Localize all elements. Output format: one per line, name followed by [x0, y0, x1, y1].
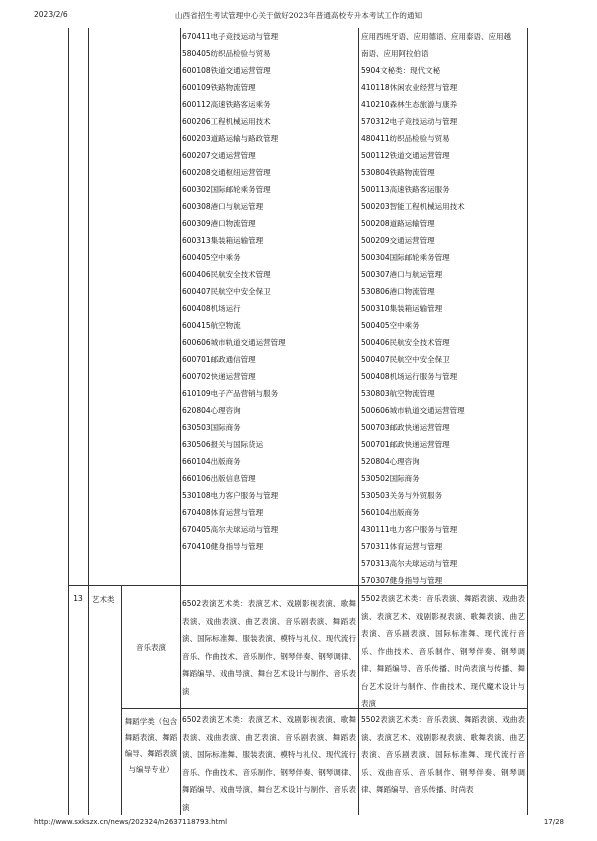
list-item: 520804心理咨询 — [361, 457, 420, 466]
list-item: 500406民航安全技术管理 — [361, 338, 450, 347]
list-item: 410118休闲农业经营与管理 — [361, 83, 458, 92]
list-item: 570313高尔夫球运动与管理 — [361, 559, 458, 568]
list-item: 600207交通运营管理 — [182, 151, 256, 160]
major-table — [68, 28, 528, 815]
list-item: 600701邮政通信管理 — [182, 355, 256, 364]
list-item: 600407民航空中安全保卫 — [182, 287, 271, 296]
list-item: 500112铁道交通运营管理 — [361, 151, 450, 160]
category-name: 艺术类 — [92, 595, 115, 604]
col-divider-middle — [358, 28, 359, 815]
list-item: 560104出版商务 — [361, 508, 420, 517]
print-date: 2023/2/6 — [34, 10, 68, 19]
page-number: 17/28 — [543, 818, 564, 826]
list-item: 530804铁路物流管理 — [361, 168, 435, 177]
list-item: 530806港口物流管理 — [361, 287, 435, 296]
music-undergrad-majors: 5502表演艺术类：音乐表演、舞蹈表演、戏曲表演、表演艺术、戏剧影视表演、歌舞表演、曲艺表演、音乐剧表演、国际标准舞、现代流行音乐、作曲技术、音乐制作、钢琴伴奏、钢琴调律、舞蹈编导、音乐传播、时尚表演与传播、舞台艺术设计与制作、作曲技术、现代魔术设计与表演 — [361, 594, 525, 708]
list-item: 660106出版信息管理 — [182, 474, 256, 483]
list-item: 600408机场运行 — [182, 304, 241, 313]
list-item: 600702快递运营管理 — [182, 372, 256, 381]
list-item: 500606城市轨道交通运营管理 — [361, 406, 465, 415]
list-item: 600112高速铁路客运乘务 — [182, 100, 271, 109]
list-item: 670410健身指导与管理 — [182, 542, 264, 551]
list-item: 530108电力客户服务与管理 — [182, 491, 279, 500]
list-item: 670411电子竞技运动与管理 — [182, 32, 279, 41]
list-item: 430111电力客户服务与管理 — [361, 525, 458, 534]
table-border-right — [527, 28, 528, 815]
row-number: 13 — [73, 594, 83, 603]
page-title: 山西省招生考试管理中心关于做好2023年普通高校专升本考试工作的通知 — [174, 11, 423, 20]
list-item: 610109电子产品营销与服务 — [182, 389, 279, 398]
list-item: 600406民航安全技术管理 — [182, 270, 271, 279]
list-item: 600309港口物流管理 — [182, 219, 256, 228]
subcategory-dance: 舞蹈学类（包含舞蹈表演、舞蹈编导、舞蹈表演与编导专业） — [124, 717, 178, 774]
dance-vocational-majors: 6502表演艺术类：表演艺术、戏剧影视表演、歌舞表演、戏曲表演、曲艺表演、音乐剧表演、舞蹈表演、国际标准舞、服装表演、模特与礼仪、现代流行音乐、作曲技术、音乐制作、钢琴伴奏、钢琴调律、舞蹈编导、戏曲导演、舞台艺术设计与制作、音乐表演 — [182, 715, 356, 812]
list-item: 500304国际邮轮乘务管理 — [361, 253, 450, 262]
list-item: 670408体育运营与管理 — [182, 508, 264, 517]
list-item: 500703邮政快递运营管理 — [361, 423, 450, 432]
list-item: 630503国际商务 — [182, 423, 241, 432]
transport-right-list — [361, 28, 511, 589]
list-item: 530803航空物流管理 — [361, 389, 435, 398]
music-vocational-majors: 6502表演艺术类：表演艺术、戏剧影视表演、歌舞表演、戏曲表演、曲艺表演、音乐剧表演、舞蹈表演、国际标准舞、服装表演、模特与礼仪、现代流行音乐、作曲技术、音乐制作、钢琴伴奏、钢琴调律、舞蹈编导、戏曲导演、舞台艺术设计与制作、音乐表演 — [182, 599, 356, 696]
list-item: 500701邮政快递运营管理 — [361, 440, 450, 449]
list-item: 应用西班牙语、应用德语、应用泰语、应用越 — [361, 32, 511, 41]
list-item: 500405空中乘务 — [361, 321, 420, 330]
list-item: 500310集装箱运输管理 — [361, 304, 443, 313]
list-item: 530503关务与外贸服务 — [361, 491, 443, 500]
list-item: 600109铁路物流管理 — [182, 83, 256, 92]
list-item: 500307港口与航运管理 — [361, 270, 443, 279]
list-item: 620804心理咨询 — [182, 406, 241, 415]
col-divider-subcategory — [180, 28, 181, 815]
list-item: 670405高尔夫球运动与管理 — [182, 525, 279, 534]
list-item: 南语、应用阿拉伯语 — [361, 49, 429, 58]
list-item: 600206工程机械运用技术 — [182, 117, 271, 126]
list-item: 600415航空物流 — [182, 321, 241, 330]
list-item: 600606城市轨道交通运营管理 — [182, 338, 286, 347]
list-item: 600302国际邮轮乘务管理 — [182, 185, 271, 194]
list-item: 500407民航空中安全保卫 — [361, 355, 450, 364]
col-divider-category — [121, 585, 122, 815]
list-item: 600405空中乘务 — [182, 253, 241, 262]
list-item: 570307健身指导与管理 — [361, 576, 443, 585]
list-item: 500408机场运行服务与管理 — [361, 372, 458, 381]
list-item: 600308港口与航运管理 — [182, 202, 264, 211]
list-item: 600208交通枢纽运营管理 — [182, 168, 271, 177]
list-item: 530502国际商务 — [361, 474, 420, 483]
list-item: 480411纺织品检验与贸易 — [361, 134, 450, 143]
list-item: 630506报关与国际货运 — [182, 440, 264, 449]
list-item: 600108铁道交通运营管理 — [182, 66, 271, 75]
list-item: 600313集装箱运输管理 — [182, 236, 264, 245]
list-item: 500203智能工程机械运用技术 — [361, 202, 465, 211]
list-item: 500113高速铁路客运服务 — [361, 185, 450, 194]
transport-left-list — [182, 28, 286, 555]
page-url: http://www.sxkszx.cn/news/202324/n2637118793.html — [34, 818, 228, 826]
subcategory-music: 音乐表演 — [136, 643, 166, 652]
list-item: 580405纺织品检验与贸易 — [182, 49, 271, 58]
col-divider-number — [88, 28, 89, 815]
list-item: 600203道路运输与路政管理 — [182, 134, 279, 143]
table-border-left — [68, 28, 69, 815]
dance-undergrad-majors: 5502表演艺术类：音乐表演、舞蹈表演、戏曲表演、表演艺术、戏剧影视表演、歌舞表演、曲艺表演、音乐剧表演、国际标准舞、现代流行音乐、戏曲音乐、音乐制作、钢琴伴奏、钢琴调律、舞蹈编导、音乐传播、时尚表 — [361, 715, 525, 794]
list-item: 570312电子竞技运动与管理 — [361, 117, 458, 126]
list-item: 5904文秘类：现代文秘 — [361, 66, 441, 75]
list-item: 660104出版商务 — [182, 457, 241, 466]
list-item: 500209交通运营管理 — [361, 236, 435, 245]
list-item: 500208道路运输管理 — [361, 219, 435, 228]
list-item: 570311体育运营与管理 — [361, 542, 443, 551]
list-item: 410210森林生态旅游与康养 — [361, 100, 458, 109]
